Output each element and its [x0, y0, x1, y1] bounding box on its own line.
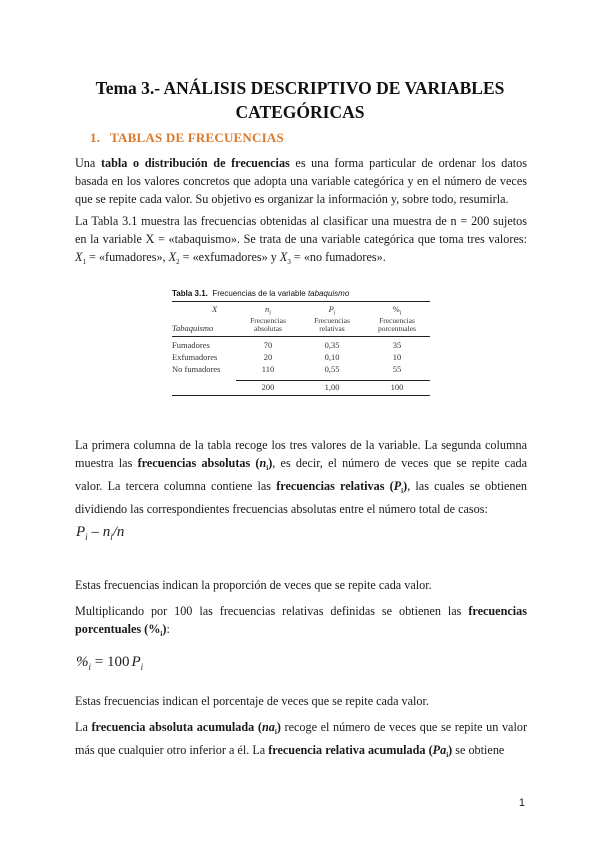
sub: 2: [176, 258, 180, 266]
page-number: 1: [518, 797, 525, 809]
bold-term: frecuencia absoluta acumulada $(na_i)$: [91, 720, 281, 736]
table-cell: 55: [392, 363, 402, 374]
text: se obtiene: [452, 743, 505, 757]
table-row: [172, 364, 430, 376]
formula-relative-frequency: $P_i - n_i/n$: [76, 524, 125, 542]
header-cell: $n_i$: [265, 304, 271, 317]
text: Multiplicando por 100 las frecuencias relativas definidas se obtienen las: [75, 604, 469, 618]
text: , es decir, el número de veces que se repite cada valor. La tercera columna contiene las: [75, 456, 527, 493]
subheader-cell: Frecuencias absolutas: [250, 316, 286, 333]
table-grid: [172, 304, 430, 394]
table-row: [172, 352, 430, 364]
sub: 3: [287, 258, 291, 266]
text: La Tabla 3.1 muestra las frecuencias obtenidas al clasificar una muestra de n = 200 sujetos en la variable X = «tabaquismo». Se trata de una variable categórica que toma tres valores:: [75, 214, 527, 246]
section-number: 1.: [90, 130, 101, 145]
paragraph-definition: [75, 154, 527, 208]
table-cell: 0,35: [324, 339, 340, 350]
table-subheader-row: [172, 317, 430, 335]
paragraph-example: [75, 212, 527, 271]
table-cell: 200: [261, 381, 275, 392]
subheader-cell: Frecuencias porcentuales: [378, 316, 416, 333]
paragraph-percentages: [75, 602, 527, 643]
paragraph-percentage-meaning: Estas frecuencias indican el porcentaje de veces que se repite cada valor.: [75, 694, 429, 708]
caption-text: Frecuencias de la variable: [212, 289, 308, 298]
table-cell: 70: [263, 339, 273, 350]
table-cell: 1,00: [324, 381, 340, 392]
table-cell: 35: [392, 339, 402, 350]
formula-percentage: $\%_i = 100$ $P_i$: [76, 654, 144, 672]
sub: 1: [82, 258, 86, 266]
table-total-row: [172, 382, 430, 394]
table-cell: 20: [263, 351, 273, 362]
title-line-1: Tema 3.- ANÁLISIS DESCRIPTIVO DE VARIABLES: [95, 78, 505, 98]
paragraph-proportion: Estas frecuencias indican la proporción de veces que se repite cada valor.: [75, 578, 432, 592]
table-cell: 10: [392, 351, 402, 362]
paragraph-cumulative: [75, 718, 527, 764]
var: X: [75, 250, 83, 264]
section-label: TABLAS DE FRECUENCIAS: [110, 130, 284, 145]
table-bottom-rule: [172, 395, 430, 396]
text: = «fumadores»,: [85, 250, 169, 264]
table-cell: 0,10: [324, 351, 340, 362]
text: = «exfumadores» y: [179, 250, 280, 264]
header-cell: $P_i$: [328, 304, 336, 317]
table-total-rule: [236, 380, 430, 381]
subheader-cell: Frecuencias relativas: [314, 316, 350, 333]
table-mid-rule: [172, 336, 430, 337]
page-title: [60, 76, 540, 124]
text: = «no fumadores».: [290, 250, 386, 264]
subheader-cell: Tabaquismo: [172, 323, 214, 333]
title-line-2: CATEGÓRICAS: [235, 102, 365, 122]
table-cell: 100: [390, 381, 404, 392]
text: , las cuales se obtienen dividiendo las correspondientes frecuencias absolutas entre el número total de casos:: [75, 479, 528, 516]
table-row: [172, 340, 430, 352]
table-cell: Fumadores: [172, 339, 210, 350]
table-cell: Exfumadores: [172, 351, 218, 362]
table-cell: No fumadores: [172, 363, 221, 374]
var: X: [279, 250, 288, 264]
var: X: [168, 250, 177, 264]
bold-term: frecuencia relativa acumulada $(Pa_i)$: [268, 743, 453, 759]
bold-term: frecuencias relativas $(P_i)$: [276, 479, 408, 495]
table-cell: 110: [261, 363, 275, 374]
bold-term: tabla o distribución de frecuencias: [100, 156, 290, 170]
text: :: [166, 622, 170, 636]
frequency-table: [172, 289, 430, 396]
table-cell: 0,55: [324, 363, 340, 374]
table-top-rule: [172, 301, 430, 302]
bold-term: frecuencias porcentuales $(\%_i)$: [75, 604, 527, 638]
text: recoge el número de veces que se repite un valor más que cualquier otro inferior a él. La: [75, 720, 528, 757]
caption-number: Tabla 3.1.: [172, 289, 208, 298]
text: La primera columna de la tabla recoge los tres valores de la variable. La segunda columna muestra las: [75, 438, 527, 470]
section-heading: [90, 130, 294, 146]
bold-term: frecuencias absolutas $(n_i)$: [137, 456, 273, 472]
text: es una forma particular de ordenar los datos basada en los valores concretos que adopta una variable categórica y en el número de veces que se repite cada valor. Su objetivo es organizar la información y, sobre todo, resumirla.: [75, 156, 527, 206]
text: La: [75, 720, 92, 734]
paragraph-columns: [75, 436, 527, 518]
caption-var: tabaquismo: [307, 289, 350, 298]
header-cell: X: [212, 304, 218, 314]
table-caption: [172, 289, 430, 298]
text: Una: [75, 156, 101, 170]
header-cell: $\%_i$: [392, 304, 402, 317]
